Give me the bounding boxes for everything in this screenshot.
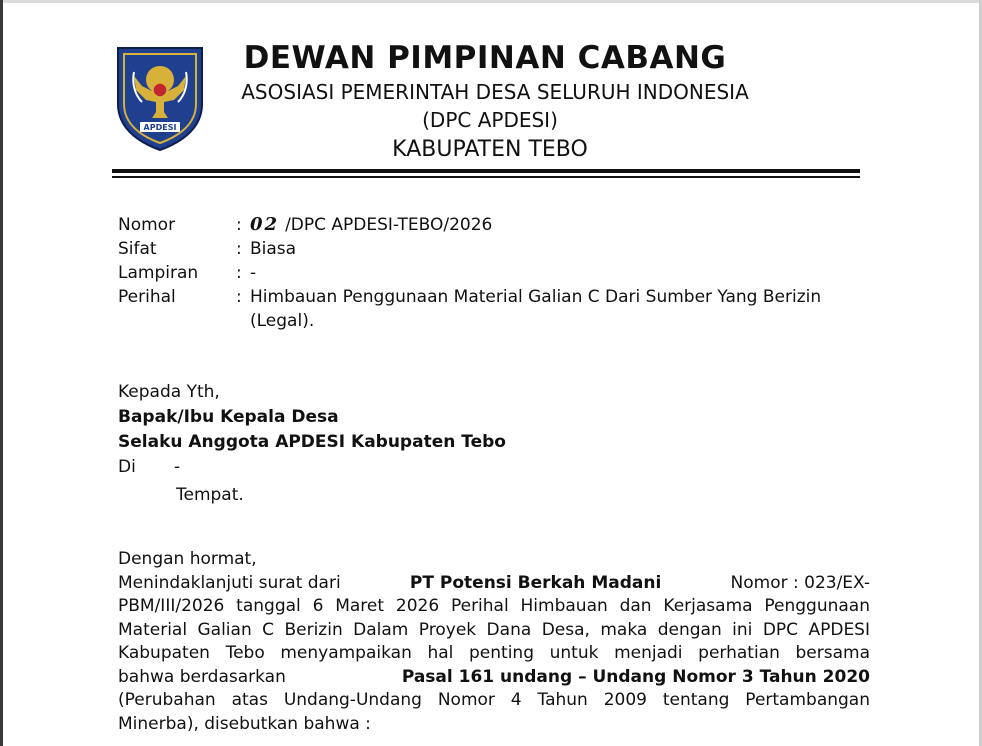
logo-text: APDESI	[143, 123, 177, 132]
nomor-colon: :	[236, 215, 242, 235]
perihal-value-continued: (Legal).	[250, 311, 315, 331]
body-line-7: Minerba), disebutkan bahwa :	[118, 713, 371, 734]
org-abbreviation: (DPC APDESI)	[422, 108, 558, 132]
apdesi-logo	[112, 42, 208, 154]
letter-meta	[118, 213, 870, 333]
lampiran-value: -	[250, 263, 257, 283]
recipient-di: Di	[118, 457, 136, 477]
nomor-label: Nomor	[118, 215, 176, 235]
meta-row-nomor	[118, 213, 870, 237]
sifat-value: Biasa	[250, 239, 297, 259]
recipient-name: Bapak/Ibu Kepala Desa	[118, 407, 339, 427]
meta-row-lampiran	[118, 261, 870, 285]
nomor-handwritten: 02	[250, 214, 280, 235]
perihal-value: Himbauan Penggunaan Material Galian C Dari Sumber Yang Berizin	[250, 287, 822, 307]
lampiran-label: Lampiran	[118, 263, 199, 283]
nomor-value	[250, 213, 870, 237]
perihal-label: Perihal	[118, 287, 176, 307]
nomor-suffix: /DPC APDESI-TEBO/2026	[285, 215, 493, 235]
body-line-6: (Perubahan atas Undang-Undang Nomor 4 Tahun 2009 tentang Pertambangan	[118, 690, 870, 710]
body-greeting: Dengan hormat,	[118, 549, 257, 569]
body-line-2: PBM/III/2026 tanggal 6 Maret 2026 Perihal Himbauan dan Kerjasama Penggunaan	[118, 596, 870, 616]
org-subtitle: ASOSIASI PEMERINTAH DESA SELURUH INDONESIA	[241, 80, 749, 104]
letter-body	[118, 548, 870, 736]
garuda-shield-icon	[112, 42, 208, 154]
letterhead-rule-thin	[112, 176, 860, 178]
sifat-colon: :	[236, 239, 242, 259]
recipient-salutation: Kepada Yth,	[118, 382, 220, 402]
body-company-name: PT Potensi Berkah Madani	[409, 572, 662, 593]
lampiran-colon: :	[236, 263, 242, 283]
page-edge-top	[0, 0, 982, 3]
org-name: DEWAN PIMPINAN CABANG	[243, 40, 727, 76]
recipient-block	[118, 380, 506, 508]
body-line-1a: Menindaklanjuti surat dari	[118, 572, 341, 593]
recipient-place: Tempat.	[176, 485, 244, 505]
body-line-3: Material Galian C Berizin Dalam Proyek Dana Desa, maka dengan ini DPC APDESI	[118, 619, 870, 640]
page-edge-left	[0, 0, 3, 746]
body-line-1	[118, 572, 870, 596]
body-line-5a: bahwa berdasarkan	[118, 666, 286, 687]
recipient-di-row	[118, 455, 506, 480]
body-law-reference: Pasal 161 undang – Undang Nomor 3 Tahun 2020	[401, 666, 870, 687]
recipient-dash: -	[174, 457, 181, 477]
sifat-label: Sifat	[118, 239, 157, 259]
recipient-role: Selaku Anggota APDESI Kabupaten Tebo	[118, 432, 506, 452]
body-line-5	[118, 666, 870, 690]
org-region: KABUPATEN TEBO	[392, 137, 588, 162]
letterhead-rule-thick	[112, 169, 860, 173]
perihal-colon: :	[236, 287, 242, 307]
body-line-4: Kabupaten Tebo menyampaikan hal penting untuk menjadi perhatian bersama	[118, 643, 870, 663]
body-line-1c: Nomor : 023/EX-	[730, 572, 870, 593]
meta-row-sifat	[118, 237, 870, 261]
meta-row-perihal	[118, 285, 870, 309]
